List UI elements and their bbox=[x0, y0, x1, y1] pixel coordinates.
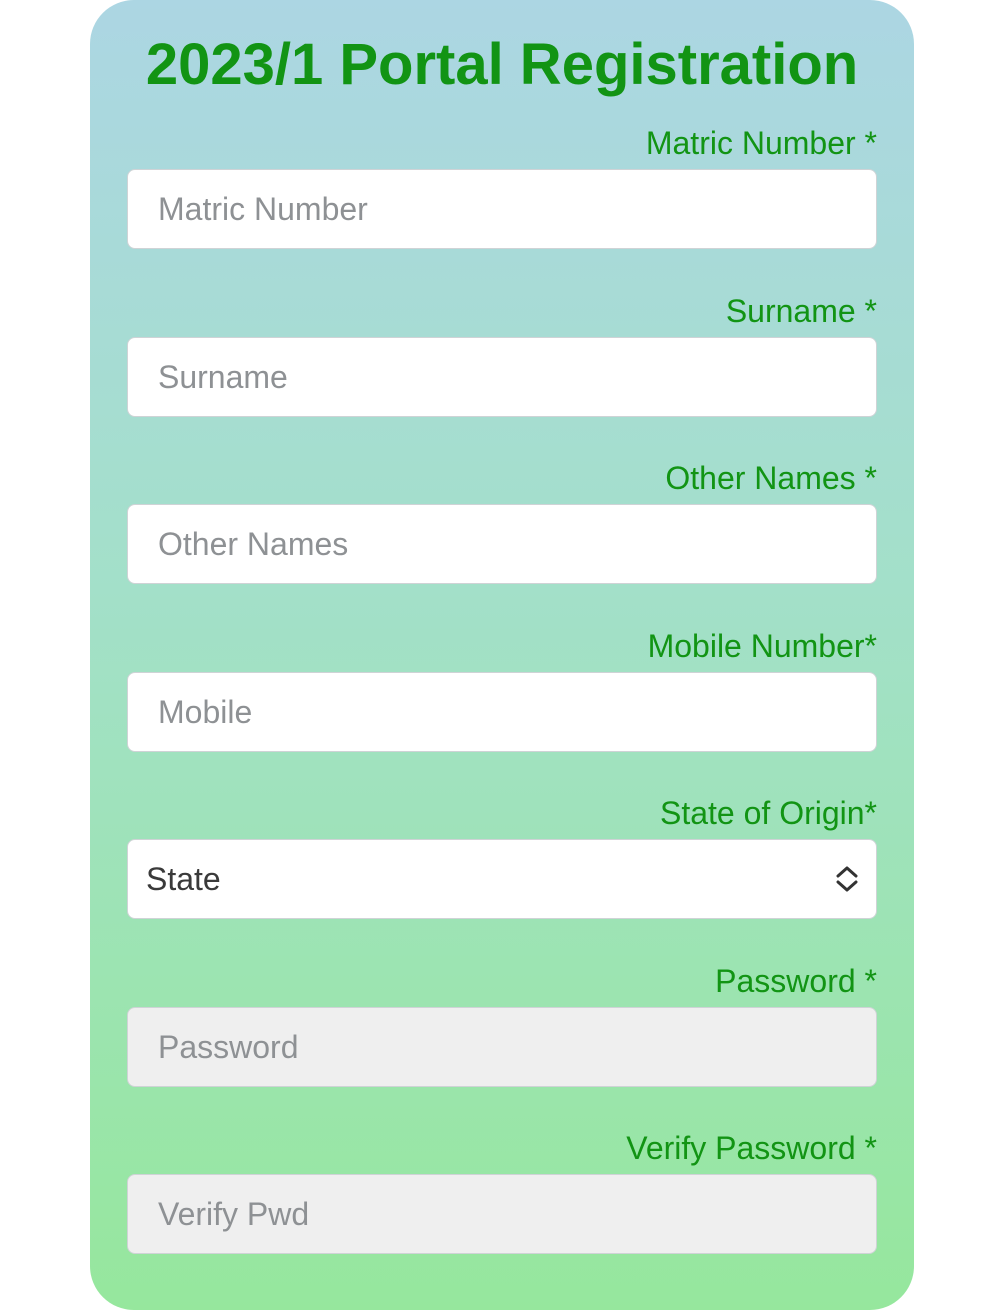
verify-password-input[interactable] bbox=[127, 1174, 877, 1254]
other-names-input[interactable] bbox=[127, 504, 877, 584]
chevron-up-down-icon bbox=[834, 864, 860, 894]
mobile-input[interactable] bbox=[127, 672, 877, 752]
password-input[interactable] bbox=[127, 1007, 877, 1087]
verify-password-label: Verify Password * bbox=[626, 1130, 877, 1166]
page-title: 2023/1 Portal Registration bbox=[145, 32, 859, 97]
surname-input[interactable] bbox=[127, 337, 877, 417]
state-select-value: State bbox=[146, 861, 221, 897]
other-names-label: Other Names * bbox=[665, 460, 877, 496]
matric-number-input[interactable] bbox=[127, 169, 877, 249]
surname-label: Surname * bbox=[725, 293, 877, 329]
password-label: Password * bbox=[715, 963, 877, 999]
state-of-origin-label: State of Origin* bbox=[660, 795, 877, 831]
state-select[interactable] bbox=[127, 839, 877, 919]
mobile-number-label: Mobile Number* bbox=[647, 628, 877, 664]
registration-card bbox=[90, 0, 914, 1310]
matric-number-label: Matric Number * bbox=[645, 125, 877, 161]
